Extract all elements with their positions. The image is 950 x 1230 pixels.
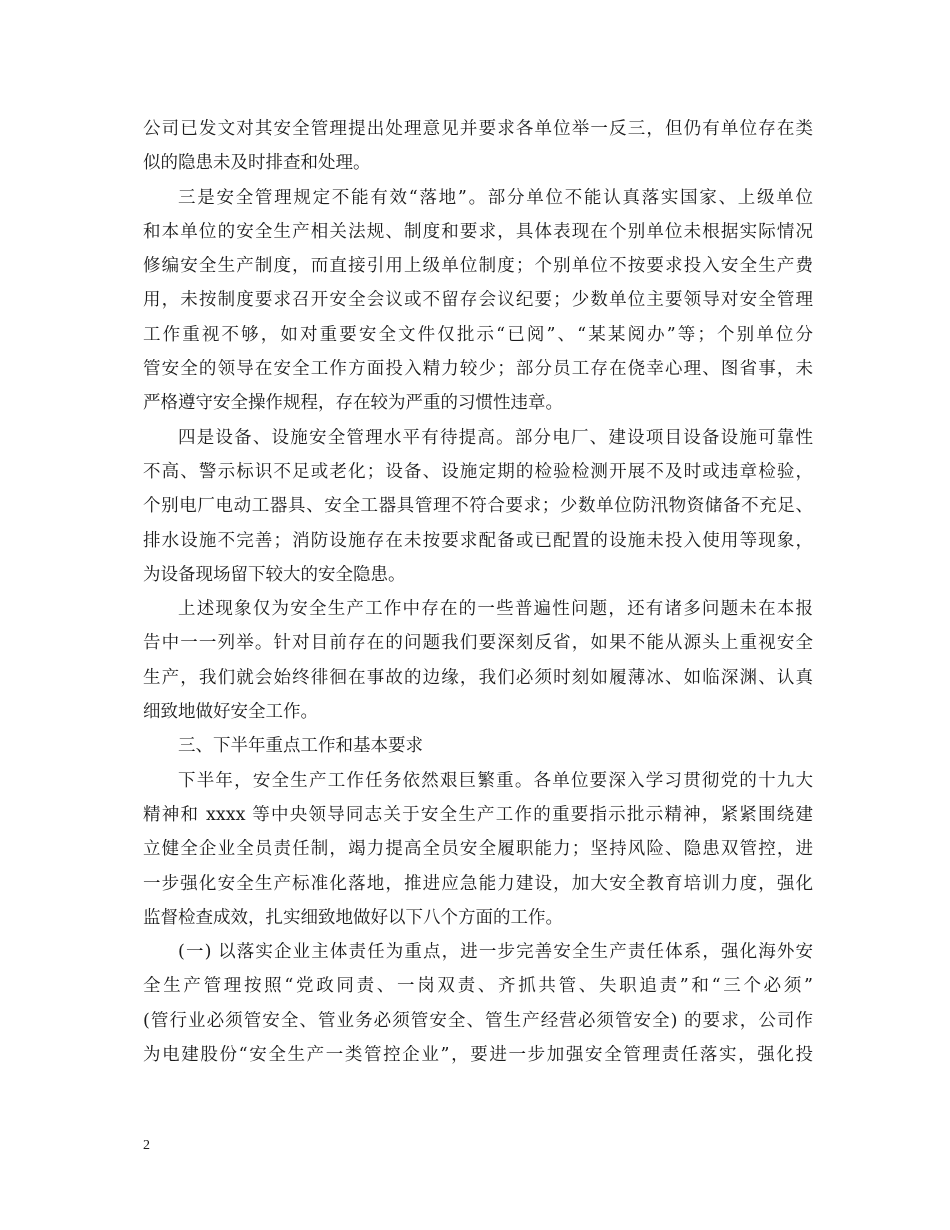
text-line: 生产，我们就会始终徘徊在事故的边缘，我们必须时刻如履薄冰、如临深渊、认真 xyxy=(143,667,813,688)
text-line: 监督检查成效，扎实细致地做好以下八个方面的工作。 xyxy=(143,907,563,928)
body-text xyxy=(143,112,813,1072)
text-line: 精神和 xxxx 等中央领导同志关于安全生产工作的重要指示批示精神，紧紧围绕建 xyxy=(143,804,813,825)
text-line: 个别电厂电动工器具、安全工器具管理不符合要求；少数单位防汛物资储备不充足、 xyxy=(143,496,813,517)
text-line: 告中一一列举。针对目前存在的问题我们要深刻反省，如果不能从源头上重视安全 xyxy=(143,633,813,654)
text-line: 三是安全管理规定不能有效“落地”。部分单位不能认真落实国家、上级单位 xyxy=(178,187,813,208)
text-line: 四是设备、设施安全管理水平有待提高。部分电厂、建设项目设备设施可靠性 xyxy=(178,427,813,448)
text-line: 严格遵守安全操作规程，存在较为严重的习惯性违章。 xyxy=(143,393,563,414)
text-line: 和本单位的安全生产相关法规、制度和要求，具体表现在个别单位未根据实际情况 xyxy=(143,221,813,242)
text-line: 立健全企业全员责任制，竭力提高全员安全履职能力；坚持风险、隐患双管控，进 xyxy=(143,839,813,860)
text-line: 全生产管理按照“党政同责、一岗双责、齐抓共管、失职追责”和“三个必须” xyxy=(143,976,813,997)
text-line: 为设备现场留下较大的安全隐患。 xyxy=(143,564,406,585)
text-line: 不高、警示标识不足或老化；设备、设施定期的检验检测开展不及时或违章检验， xyxy=(143,461,813,482)
text-line: 下半年，安全生产工作任务依然艰巨繁重。各单位要深入学习贯彻党的十九大 xyxy=(178,770,813,791)
text-line: 修编安全生产制度，而直接引用上级单位制度；个别单位不按要求投入安全生产费 xyxy=(143,256,813,277)
text-line: 工作重视不够，如对重要安全文件仅批示“已阅”、“某某阅办”等；个别单位分 xyxy=(143,324,813,345)
text-line: 为电建股份“安全生产一类管控企业”，要进一步加强安全管理责任落实，强化投 xyxy=(143,1045,813,1066)
text-line: (管行业必须管安全、管业务必须管安全、管生产经营必须管安全) 的要求，公司作 xyxy=(143,1010,813,1031)
text-line: 上述现象仅为安全生产工作中存在的一些普遍性问题，还有诸多问题未在本报 xyxy=(178,599,813,620)
text-line: 用，未按制度要求召开安全会议或不留存会议纪要；少数单位主要领导对安全管理 xyxy=(143,290,813,311)
text-line: 似的隐患未及时排查和处理。 xyxy=(143,153,371,174)
text-line: 排水设施不完善；消防设施存在未按要求配备或已配置的设施未投入使用等现象， xyxy=(143,530,813,551)
text-line: 三、下半年重点工作和基本要求 xyxy=(178,736,423,757)
text-line: 一步强化安全生产标准化落地，推进应急能力建设，加大安全教育培训力度，强化 xyxy=(143,873,813,894)
page-number: 2 xyxy=(143,1138,150,1153)
text-line: 细致地做好安全工作。 xyxy=(143,702,318,723)
text-line: (一) 以落实企业主体责任为重点，进一步完善安全生产责任体系，强化海外安 xyxy=(178,942,813,963)
text-line: 管安全的领导在安全工作方面投入精力较少；部分员工存在侥幸心理、图省事，未 xyxy=(143,359,813,380)
text-line: 公司已发文对其安全管理提出处理意见并要求各单位举一反三，但仍有单位存在类 xyxy=(143,119,813,139)
